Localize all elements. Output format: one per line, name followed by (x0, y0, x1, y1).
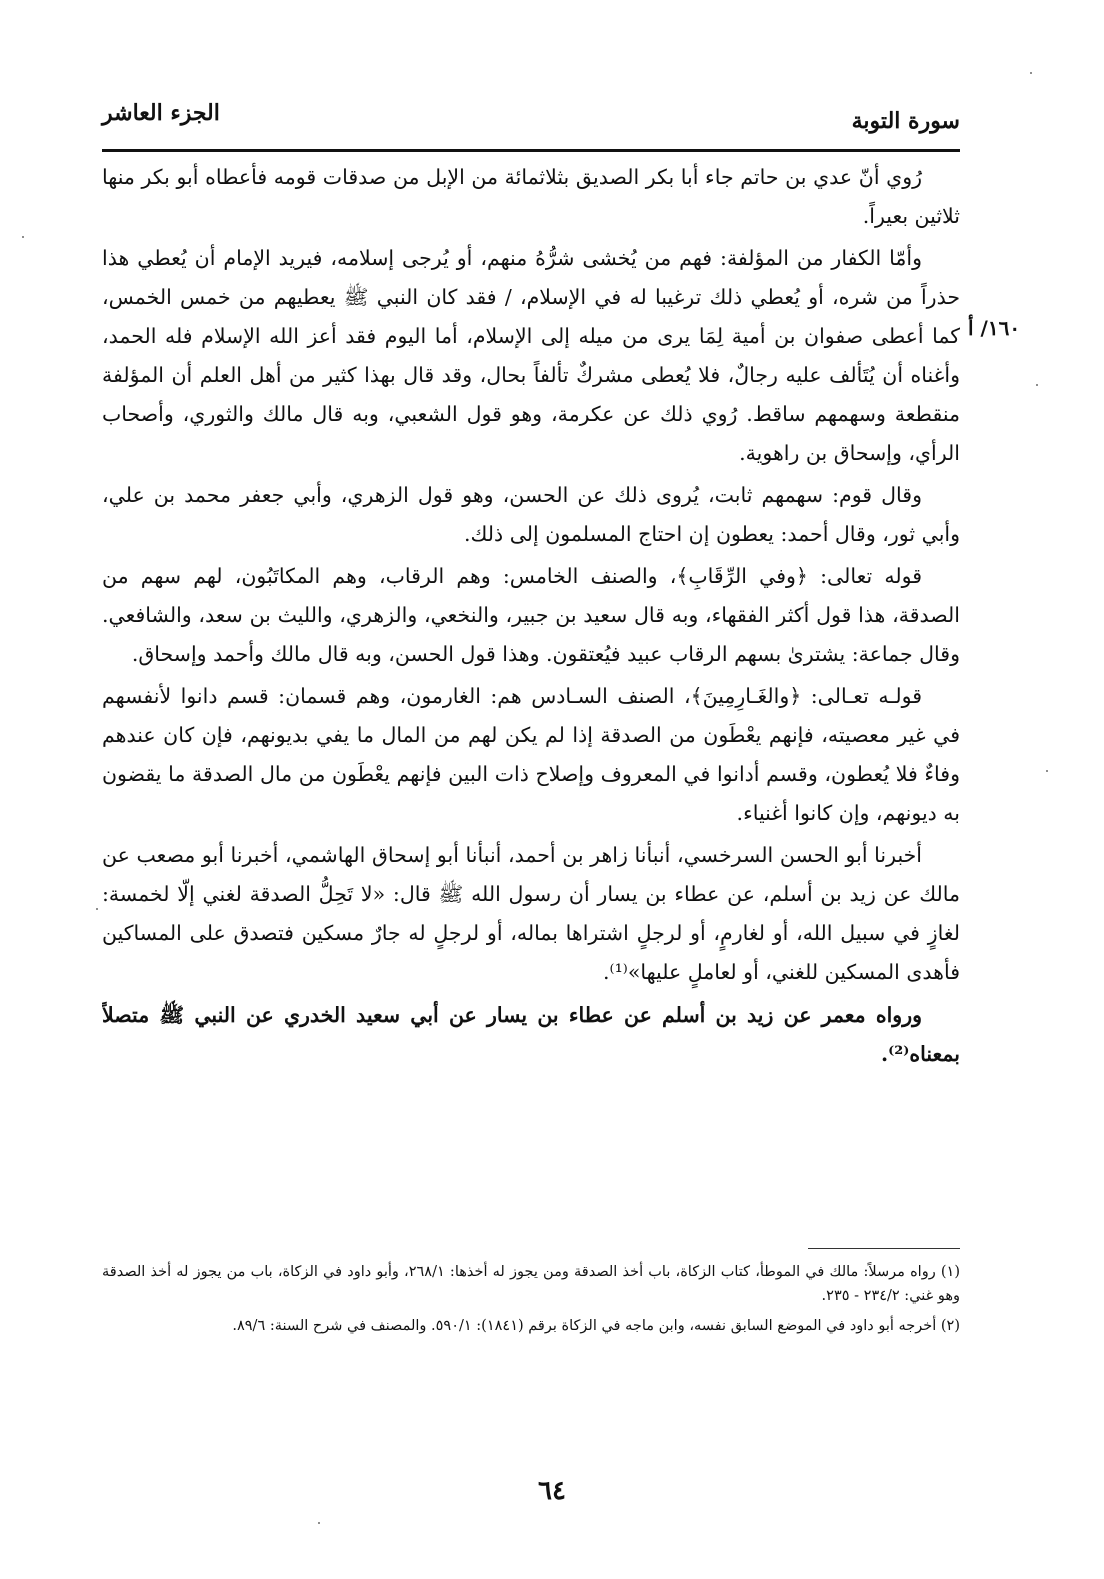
header-rule (102, 149, 960, 152)
scan-speck (1046, 770, 1048, 772)
page-number: ٦٤ (538, 1476, 566, 1506)
paragraph-hadith-isnad: أخبرنا أبو الحسن السرخسي، أنبأنا زاهر بن أحمد، أنبأنا أبو إسحاق الهاشمي، أخبرنا أبو مصعب عن مالك عن زيد بن أسلم، عن عطاء بن يسار أن رسول الله ﷺ قال: «لا تَحِلُّ الصدقة لغني إلّا لخمسة: لغازٍ في سبيل الله، أو لغارمٍ، أو لرجلٍ اشتراها بماله، أو لرجلٍ له جارٌ مسكين فتصدق على المساكين فأهدى المسكين للغني، أو لعاملٍ عليها»⁽¹⁾. (102, 843, 960, 984)
paragraph-muallafa-kuffar: وأمّا الكفار من المؤلفة: فهم من يُخشى شرُّهُ منهم، أو يُرجى إسلامه، فيريد الإمام أن يُعطي هذا حذراً من شره، أو يُعطي ذلك ترغيبا له في الإسلام، / فقد كان النبي ﷺ يعطيهم من خمس الخمس، كما أعطى صفوان بن أمية لِمَا يرى من ميله إلى الإسلام، أما اليوم فقد أعز الله الإسلام فله الحمد، وأغناه أن يُتَألف عليه رجالٌ، فلا يُعطى مشركٌ تألفاً بحال، وقد قال بهذا كثير من أهل العلم أن المؤلفة منقطعة وسهمهم ساقط. رُوي ذلك عن عكرمة، وهو قول الشعبي، وبه قال مالك والثوري، وأصحاب الرأي، وإسحاق بن راهوية. (102, 246, 960, 465)
volume-title: الجزء العاشر (102, 100, 220, 126)
manuscript-folio-ref: ١٦٠/ أ (968, 316, 1021, 340)
running-header (102, 96, 960, 146)
paragraph-sahm-thabit: وقال قوم: سهمهم ثابت، يُروى ذلك عن الحسن، وهو قول الزهري، وأبي جعفر محمد بن علي، وأبي ثور، وقال أحمد: يعطون إن احتاج المسلمون إلى ذلك. (102, 483, 960, 546)
scan-speck (318, 1522, 320, 1524)
scan-speck (1030, 72, 1032, 74)
scan-speck (22, 236, 24, 238)
scan-speck (96, 908, 98, 910)
footnote-2: (٢) أخرجه أبو داود في الموضع السابق نفسه، وابن ماجه في الزكاة برقم (١٨٤١): ٥٩٠/١. والمصنف في شرح السنة: ٨٩/٦. (232, 1318, 960, 1334)
paragraph-mamar-riwaya: ورواه معمر عن زيد بن أسلم عن عطاء بن يسار عن أبي سعيد الخدري عن النبي ﷺ متصلاً بمعناه⁽²⁾. (102, 1003, 960, 1066)
surah-title: سورة التوبة (851, 108, 960, 134)
paragraph-gharimin: قولـه تعـالى: ﴿والغَـارِمِينَ﴾، الصنف السـادس هم: الغارمون، وهم قسمان: قسم دانوا لأنفسهم في غير معصيته، فإنهم يعْطَون من الصدقة إذا لم يكن لهم من المال ما يفي بديونهم، فإن كان عندهم وفاءٌ فلا يُعطون، وقسم أدانوا في المعروف وإصلاح ذات البين فإنهم يعْطَون من مال الصدقة ما يقضون به ديونهم، وإن كانوا أغنياء. (102, 684, 960, 825)
footnote-1: (١) رواه مرسلاً: مالك في الموطأ، كتاب الزكاة، باب أخذ الصدقة ومن يجوز له أخذها: ٢٦٨/١، وأبو داود في الزكاة، باب من يجوز له أخذ الصدقة وهو غني: ٢٣٤/٢ - ٢٣٥. (102, 1264, 960, 1304)
scan-speck (1036, 384, 1038, 386)
paragraph-adi-bin-hatim: رُوي أنّ عدي بن حاتم جاء أبا بكر الصديق بثلاثمائة من الإبل من صدقات قومه فأعطاه أبو بكر منها ثلاثين بعيراً. (102, 165, 960, 228)
footnote-rule (808, 1248, 960, 1249)
main-text (102, 158, 960, 1238)
footnotes (102, 1260, 960, 1344)
paragraph-riqab: قوله تعالى: ﴿وفي الرِّقَابِ﴾، والصنف الخامس: وهم الرقاب، وهم المكاتَبُون، لهم سهم من الصدقة، هذا قول أكثر الفقهاء، وبه قال سعيد بن جبير، والنخعي، والزهري، والليث بن سعد، والشافعي. وقال جماعة: يشترىٰ بسهم الرقاب عبيد فيُعتقون. وهذا قول الحسن، وبه قال مالك وأحمد وإسحاق. (102, 564, 960, 666)
